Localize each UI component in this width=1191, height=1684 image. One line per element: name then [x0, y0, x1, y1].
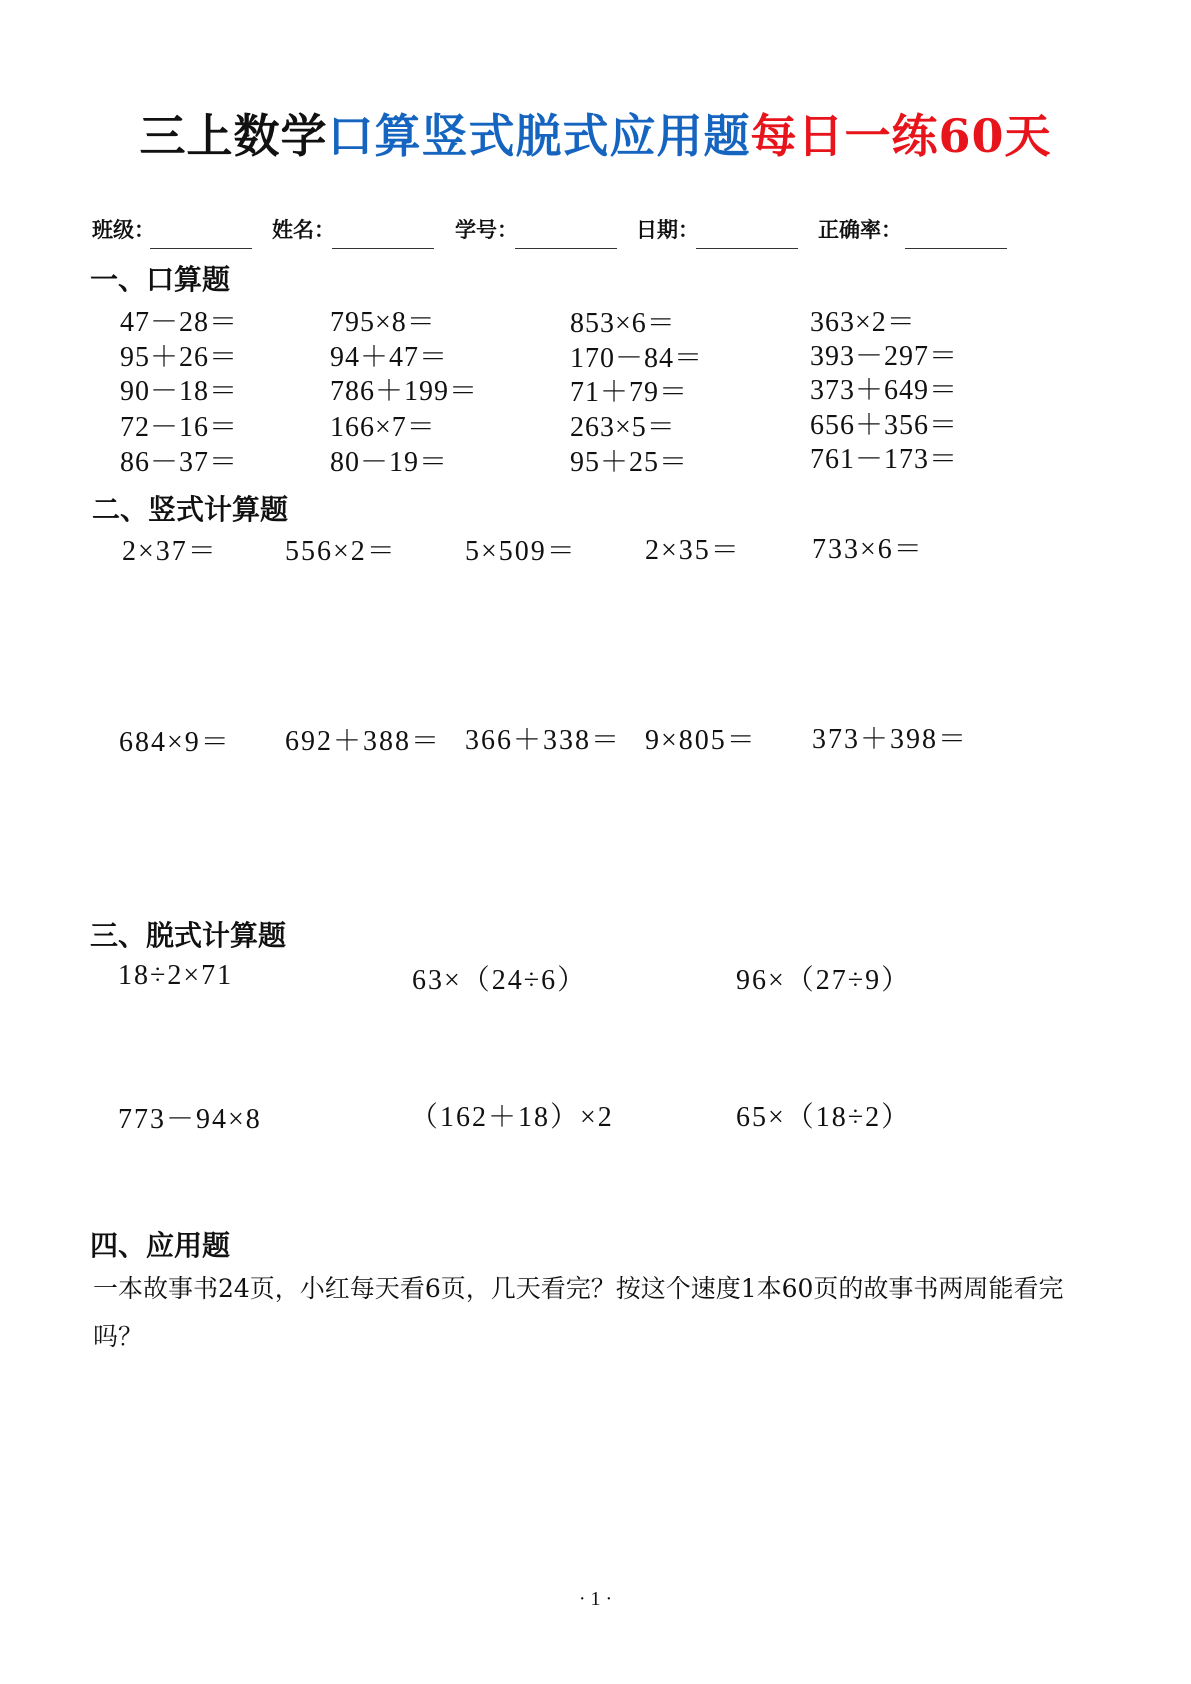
oral-problem: 95＋26＝: [120, 342, 239, 373]
oral-problem: 170－84＝: [570, 343, 704, 374]
oral-problem: 786＋199＝: [330, 376, 479, 407]
oral-problem: 72－16＝: [120, 412, 239, 443]
oral-problem: 95＋25＝: [570, 447, 689, 478]
oral-problem: 656＋356＝: [810, 410, 959, 441]
stepwise-problem: （162＋18）×2: [410, 1102, 614, 1133]
title-grade-subject: 三上数学: [139, 109, 328, 163]
oral-problem: 90－18＝: [120, 376, 239, 407]
name-blank[interactable]: [332, 248, 434, 249]
page-number: · 1 ·: [578, 1588, 613, 1610]
student-number-blank[interactable]: [515, 248, 617, 249]
vertical-problem: 9×805＝: [645, 725, 757, 756]
oral-problem: 80－19＝: [330, 447, 449, 478]
oral-problem: 86－37＝: [120, 447, 239, 478]
vertical-problem: 366＋338＝: [465, 725, 622, 756]
stepwise-problem: 773－94×8: [118, 1104, 262, 1135]
oral-problem: 853×6＝: [570, 308, 676, 339]
oral-problem: 47－28＝: [120, 307, 239, 338]
word-problem-text: 一本故事书24页，小红每天看6页，几天看完？按这个速度1本60页的故事书两周能看完吗？: [93, 1274, 1064, 1351]
oral-problem: 363×2＝: [810, 307, 916, 338]
oral-problem: 393－297＝: [810, 341, 959, 372]
oral-problem: 71＋79＝: [570, 377, 689, 408]
oral-problem: 263×5＝: [570, 412, 676, 443]
stepwise-problem: 18÷2×71: [118, 960, 234, 991]
student-number-label: 学号：: [455, 218, 518, 242]
oral-problem: 94＋47＝: [330, 342, 449, 373]
vertical-problem: 373＋398＝: [812, 724, 969, 755]
stepwise-problem: 65×（18÷2）: [736, 1102, 912, 1133]
section-oral-heading: 一、口算题: [90, 263, 231, 296]
accuracy-blank[interactable]: [905, 248, 1007, 249]
vertical-problem: 2×37＝: [122, 536, 218, 567]
oral-problem: 795×8＝: [330, 307, 436, 338]
accuracy-label: 正确率：: [818, 218, 902, 242]
vertical-problem: 684×9＝: [119, 727, 231, 758]
oral-problem: 373＋649＝: [810, 375, 959, 406]
oral-problem: 166×7＝: [330, 412, 436, 443]
date-label: 日期：: [636, 218, 699, 242]
name-label: 姓名：: [272, 218, 335, 242]
class-label: 班级：: [92, 218, 155, 242]
class-blank[interactable]: [150, 248, 252, 249]
vertical-problem: 733×6＝: [812, 534, 924, 565]
vertical-problem: 556×2＝: [285, 536, 397, 567]
vertical-problem: 692＋388＝: [285, 726, 442, 757]
worksheet-title: [0, 100, 1191, 166]
vertical-problem: 5×509＝: [465, 536, 577, 567]
vertical-problem: 2×35＝: [645, 535, 741, 566]
section-vertical-heading: 二、竖式计算题: [92, 493, 289, 526]
stepwise-problem: 63×（24÷6）: [412, 965, 588, 996]
stepwise-problem: 96×（27÷9）: [736, 965, 912, 996]
oral-problem: 761－173＝: [810, 444, 959, 475]
title-topics: 口算竖式脱式应用题: [327, 109, 751, 163]
section-word-heading: 四、应用题: [90, 1229, 231, 1262]
date-blank[interactable]: [696, 248, 798, 249]
section-stepwise-heading: 三、脱式计算题: [90, 919, 287, 952]
title-daily-practice: 每日一练60天: [750, 109, 1052, 163]
